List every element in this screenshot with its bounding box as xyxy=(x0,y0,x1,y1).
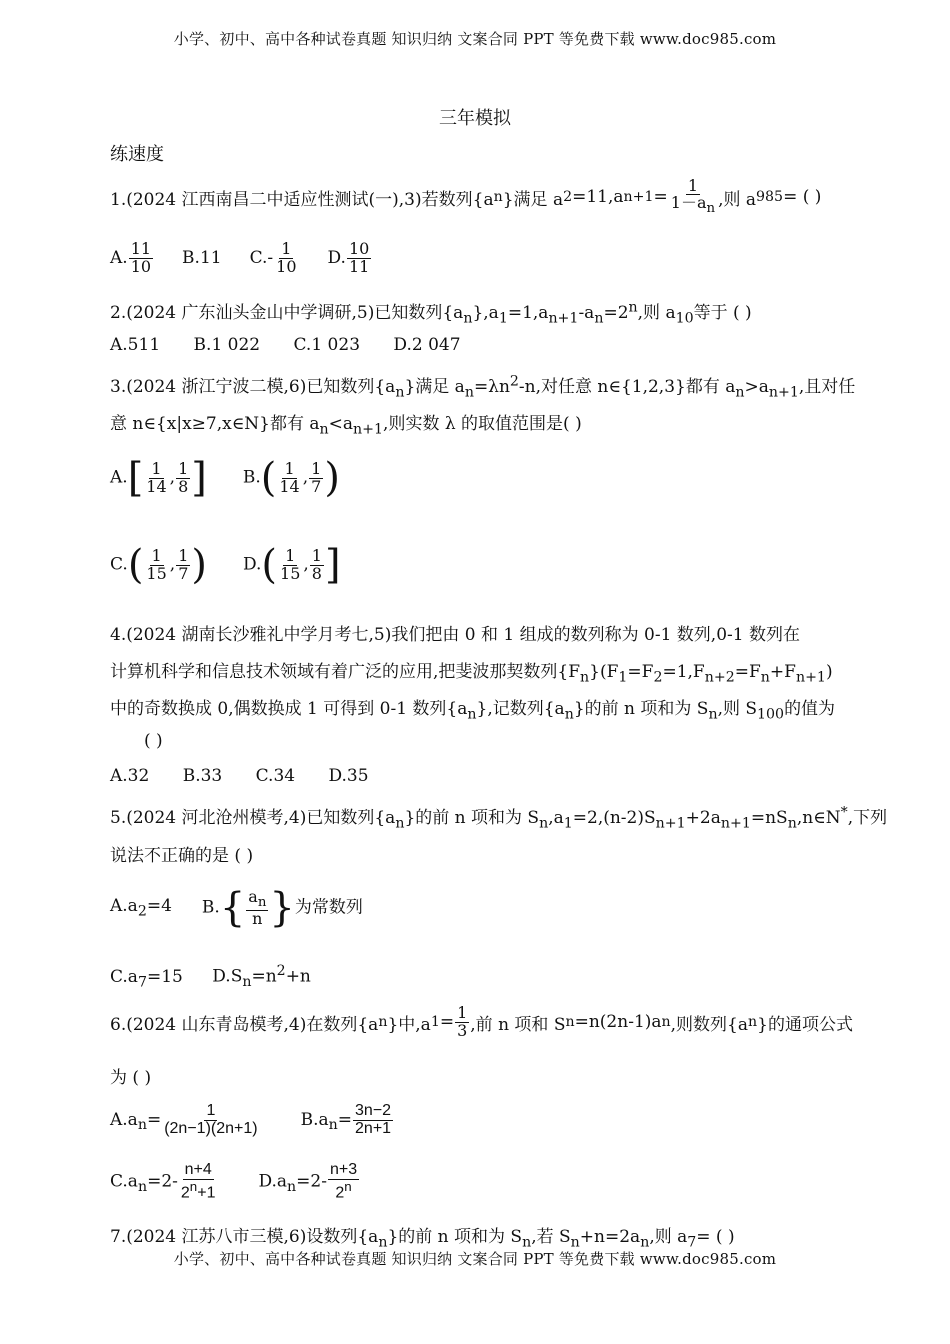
page-title: 三年模拟 xyxy=(439,108,511,129)
option-a[interactable]: A.[ $\frac{1}{14}$ , $\frac{1}{8}$ ] xyxy=(110,455,207,501)
option-b[interactable]: B.11 xyxy=(182,248,222,268)
question-4-line-2: 计算机科学和信息技术领域有着广泛的应用,把斐波那契数列$\{F_n\}(F_1=F_2=1,F_{n+2}=F_n+F_{n+1})$ xyxy=(110,662,833,686)
question-2-options xyxy=(110,335,489,355)
option-c[interactable]: C.( $\frac{1}{15}$ , $\frac{1}{7}$ ) xyxy=(110,542,207,588)
question-6-line-1: 6.(2024 山东青岛模考,4)在数列{a n }中,a 1 = $\frac{1}{3}$ ,前 n 项和 S n =n(2n-1)a n ,则数列{a n }的通项公式 xyxy=(110,1002,853,1040)
question-3-line-1: 3.(2024 浙江宁波二模,6)已知数列$\{a_n\}$满足 $a_n=\lambda n^2-n$,对任意 n∈{1,2,3}都有 $a_n>a_{n+1}$,且对任 xyxy=(110,373,856,401)
question-3-options-ab xyxy=(110,452,368,504)
option-a[interactable]: A.511 xyxy=(110,335,161,355)
question-4-line-3: 中的奇数换成 0,偶数换成 1 可得到 0-1 数列$\{a_n\}$,记数列$\{a_n\}$的前 n 项和为 $S_n$,则 $S_{100}$的值为 xyxy=(110,699,836,723)
question-6-line-2: 为 ( ) xyxy=(110,1068,152,1088)
question-1-options xyxy=(110,236,400,280)
question-5-line-2: 说法不正确的是 ( ) xyxy=(110,846,254,866)
option-b[interactable]: B.( $\frac{1}{14}$ , $\frac{1}{7}$ ) xyxy=(242,455,340,501)
option-c[interactable]: C.1 023 xyxy=(293,335,361,355)
question-3-line-2: 意 n∈{x|x≥7,x∈N}都有 $a_n<a_{n+1}$,则实数 λ 的取值范围是( ) xyxy=(110,414,582,438)
option-b[interactable]: $B.a_n=$ $\frac{3n-2}{2n+1}$ xyxy=(300,1101,392,1137)
option-a[interactable]: $A.a_n=$ $\frac{1}{(2n-1)(2n+1)}$ xyxy=(110,1101,258,1137)
question-2-stem: 2.(2024 广东汕头金山中学调研,5)已知数列$\{a_n\},a_1=1,a_{n+1}-a_n=2^n$,则 $a_{10}$等于 ( ) xyxy=(110,299,752,327)
option-b[interactable]: B.33 xyxy=(182,766,223,786)
question-4-options xyxy=(110,766,397,786)
option-d[interactable]: $D.S_n=n^2+n$ xyxy=(212,963,311,991)
question-1-stem: 1.(2024 江西南昌二中适应性测试(一),3)若数列{a n }满足 a 2 =11,a n+1 = $\frac{1}{1-a_n}$ ,则 a 985 = ( ) xyxy=(110,175,822,217)
option-a[interactable]: A.32 xyxy=(110,766,150,786)
option-c[interactable]: C.- $\frac{1}{10}$ xyxy=(249,238,297,276)
option-b[interactable]: B.{ $\frac{a_n}{n}$ }为常数列 xyxy=(201,885,363,931)
option-d[interactable]: D.( $\frac{1}{15}$ , $\frac{1}{8}$ ] xyxy=(242,542,341,588)
question-7-stem: 7.(2024 江苏八市三模,6)设数列$\{a_n\}$的前 n 项和为 $S_n$,若 $S_n+n=2a_n$,则 $a_7=$ ( ) xyxy=(110,1227,735,1251)
question-5-line-1: 5.(2024 河北沧州模考,4)已知数列$\{a_n\}$的前 n 项和为 $S_n,a_1=2,(n-2)S_{n+1}+2a_{n+1}=nS_n,n\in N^*$,下列 xyxy=(110,804,888,832)
option-a[interactable]: $A.a_2=4$ xyxy=(110,896,172,920)
option-c[interactable]: $C.a_n=2-$ $\frac{n+4}{2^n+1}$ xyxy=(110,1161,216,1202)
option-d[interactable]: D.35 xyxy=(328,766,369,786)
option-d[interactable]: D. $\frac{10}{11}$ xyxy=(327,238,370,276)
option-d[interactable]: D.2 047 xyxy=(393,335,461,355)
option-c[interactable]: $C.a_7=15$ xyxy=(110,966,183,991)
option-d[interactable]: $D.a_n=2-$ $\frac{n+3}{2^n}$ xyxy=(258,1161,358,1202)
question-3-options-cd xyxy=(110,539,369,591)
question-5-options-ab xyxy=(110,880,391,936)
fraction: $\frac{1}{1-a_n}$ xyxy=(670,175,716,217)
question-6-options-ab xyxy=(110,1096,422,1144)
question-5-options-cd xyxy=(110,963,339,990)
section-heading: 练速度 xyxy=(110,144,164,165)
page-footer: 小学、初中、高中各种试卷真题 知识归纳 文案合同 PPT 等免费下载 www.doc985.com xyxy=(173,1250,777,1268)
question-4-line-1: 4.(2024 湖南长沙雅礼中学月考七,5)我们把由 0 和 1 组成的数列称为 0-1 数列,0-1 数列在 xyxy=(110,625,800,645)
question-6-options-cd xyxy=(110,1158,388,1206)
option-b[interactable]: B.1 022 xyxy=(193,335,261,355)
page-header: 小学、初中、高中各种试卷真题 知识归纳 文案合同 PPT 等免费下载 www.doc985.com xyxy=(173,30,777,48)
question-4-answer-paren: ( ) xyxy=(144,731,163,751)
option-c[interactable]: C.34 xyxy=(255,766,296,786)
option-a[interactable]: A. $\frac{11}{10}$ xyxy=(110,238,152,276)
